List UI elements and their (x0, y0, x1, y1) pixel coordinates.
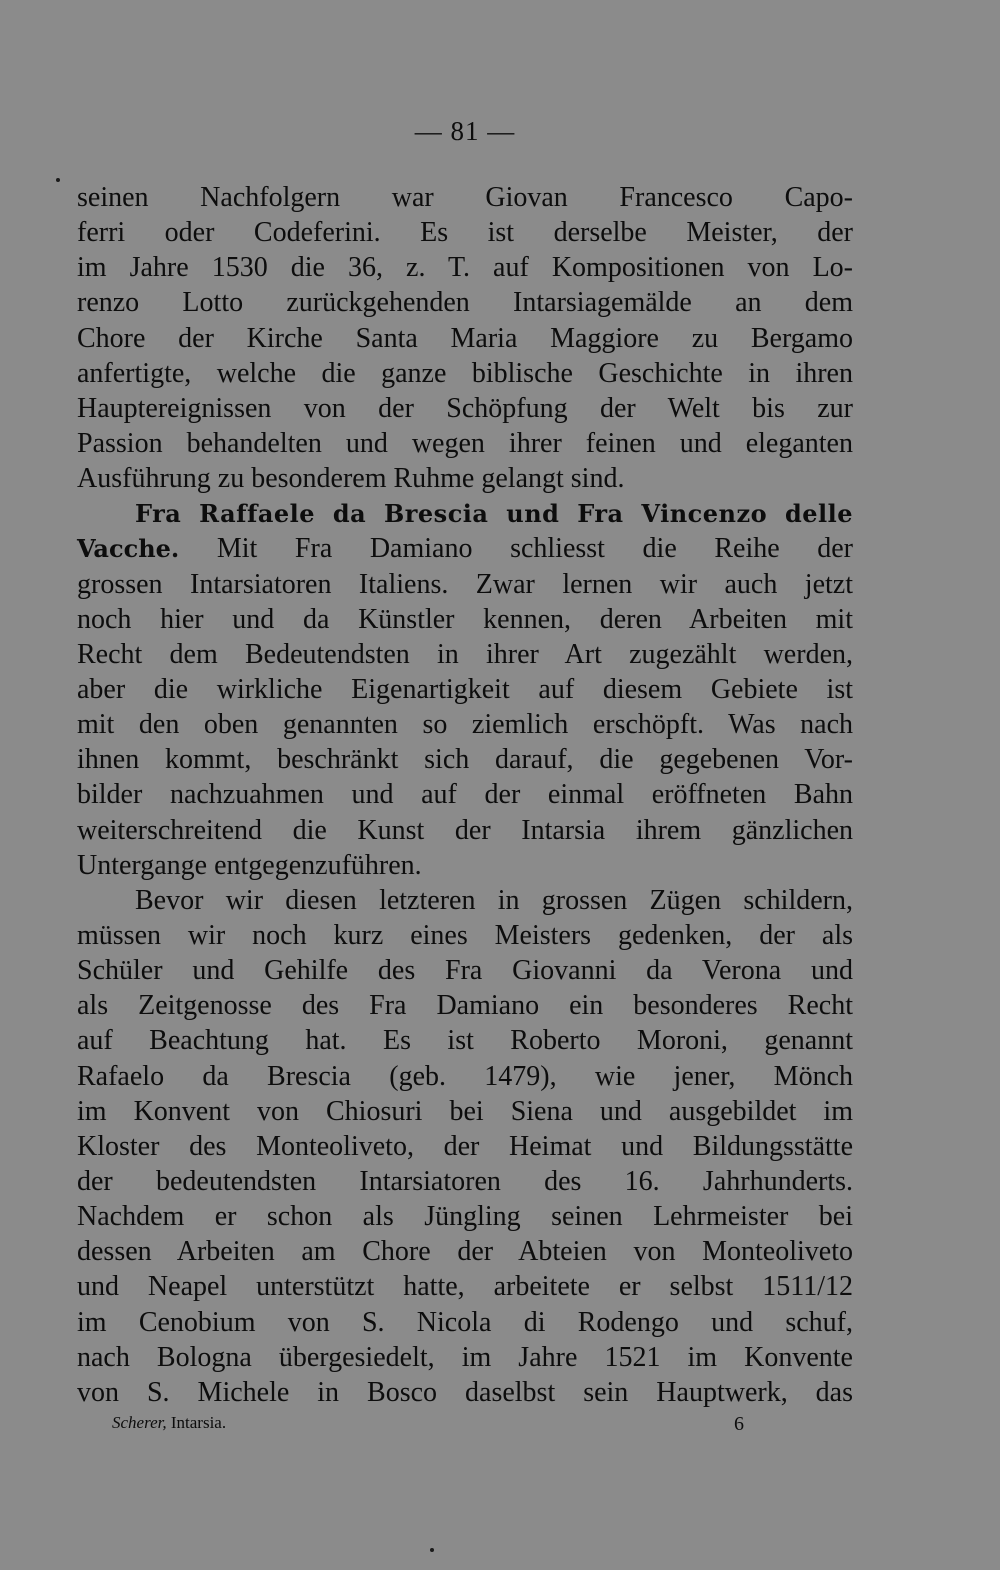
text-line: Chore der Kirche Santa Maria Maggiore zu Bergamo (77, 322, 853, 354)
text-line: Recht dem Bedeutendsten in ihrer Art zugezählt werden, (77, 638, 853, 670)
text-line (77, 531, 853, 566)
footer-title: Intarsia. (170, 1413, 227, 1432)
text-line: müssen wir noch kurz eines Meisters gedenken, der als (77, 919, 853, 951)
text-line: im Konvent von Chiosuri bei Siena und ausgebildet im (77, 1095, 853, 1127)
text-line: Hauptereignissen von der Schöpfung der Welt bis zur (77, 392, 853, 424)
text-line: ihnen kommt, beschränkt sich darauf, die gegebenen Vor- (77, 744, 853, 776)
speck-mark (430, 1548, 434, 1552)
text-line: im Jahre 1530 die 36, z. T. auf Kompositionen von Lo- (77, 252, 853, 284)
text-line: dessen Arbeiten am Chore der Abteien von Monteoliveto (77, 1236, 853, 1268)
footer-source (112, 1413, 226, 1433)
text-line: als Zeitgenosse des Fra Damiano ein besonderes Recht (77, 990, 853, 1022)
footer-author: Scherer, (112, 1413, 167, 1432)
text-line: weiterschreitend die Kunst der Intarsia ihrem gänzlichen (77, 814, 853, 846)
body-text (77, 180, 853, 1410)
section-heading: Fra Raffaele da Brescia und Fra Vincenzo delle (135, 499, 853, 529)
section-heading-end: Vacche. (77, 534, 180, 564)
signature-mark: 6 (734, 1413, 744, 1435)
text-line: Untergange entgegenzuführen. (77, 849, 422, 881)
text-line: von S. Michele in Bosco daselbst sein Hauptwerk, das (77, 1376, 853, 1408)
text-line: anfertigte, welche die ganze biblische Geschichte in ihren (77, 357, 853, 389)
speck-mark (56, 178, 60, 182)
text-line: bilder nachzuahmen und auf der einmal eröffneten Bahn (77, 779, 853, 811)
text-line: grossen Intarsiatoren Italiens. Zwar lernen wir auch jetzt (77, 568, 853, 600)
page-number: — 81 — (414, 116, 516, 146)
text-line: Schüler und Gehilfe des Fra Giovanni da Verona und (77, 955, 853, 987)
text-line: nach Bologna übergesiedelt, im Jahre 1521 im Konvente (77, 1341, 853, 1373)
text-line: Passion behandelten und wegen ihrer feinen und eleganten (77, 427, 853, 459)
text-line: Ausführung zu besonderem Ruhme gelangt sind. (77, 463, 625, 495)
text-line: ferri oder Codeferini. Es ist derselbe Meister, der (77, 217, 853, 249)
text-line: der bedeutendsten Intarsiatoren des 16. Jahrhunderts. (77, 1165, 853, 1197)
text-line: mit den oben genannten so ziemlich erschöpft. Was nach (77, 709, 853, 741)
text-line: im Cenobium von S. Nicola di Rodengo und schuf, (77, 1306, 853, 1338)
text-line: Kloster des Monteoliveto, der Heimat und Bildungsstätte (77, 1130, 853, 1162)
text-line: Bevor wir diesen letzteren in grossen Zügen schildern, (135, 884, 853, 916)
text-line: und Neapel unterstützt hatte, arbeitete er selbst 1511/12 (77, 1271, 853, 1303)
text-line: Nachdem er schon als Jüngling seinen Lehrmeister bei (77, 1201, 853, 1233)
text-line: seinen Nachfolgern war Giovan Francesco Capo- (77, 182, 853, 213)
text-line: noch hier und da Künstler kennen, deren Arbeiten mit (77, 603, 853, 635)
text-line-rest: Mit Fra Damiano schliesst die Reihe der (216, 533, 853, 565)
text-line: auf Beachtung hat. Es ist Roberto Moroni, genannt (77, 1025, 853, 1057)
text-line: Rafaelo da Brescia (geb. 1479), wie jener, Mönch (77, 1060, 853, 1092)
text-line: renzo Lotto zurückgehenden Intarsiagemälde an dem (77, 287, 853, 319)
text-line: aber die wirkliche Eigenartigkeit auf diesem Gebiete ist (77, 673, 853, 705)
